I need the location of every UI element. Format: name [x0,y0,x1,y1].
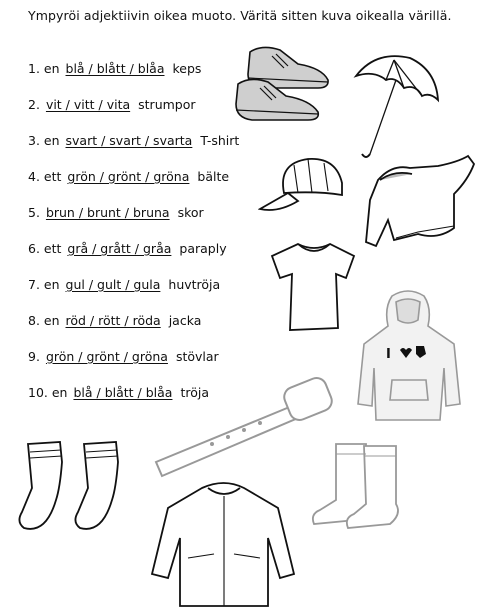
exercise-number: 2. [28,97,40,112]
exercise-number: 8. en [28,313,60,328]
adjective-options[interactable]: grå / grått / gråa [67,241,172,256]
exercise-8 [28,313,201,329]
exercise-6 [28,241,227,257]
exercise-3 [28,133,239,149]
exercise-number: 1. en [28,61,60,76]
exercise-2 [28,97,196,113]
exercise-noun: stövlar [175,349,219,364]
exercise-noun: bälte [197,169,230,184]
exercise-5 [28,205,204,221]
exercise-4 [28,169,229,185]
exercise-1 [28,61,201,77]
belt-illustration[interactable] [152,372,336,482]
exercise-noun: strumpor [138,97,196,112]
boots-illustration[interactable] [310,440,408,532]
exercise-noun: tröja [180,385,209,400]
adjective-options[interactable]: blå / blått / blåa [65,61,165,76]
hoodie-print-text: I [386,347,391,362]
exercise-number: 10. en [28,385,68,400]
exercise-number: 9. [28,349,40,364]
adjective-options[interactable]: svart / svart / svarta [65,133,193,148]
exercise-number: 7. en [28,277,60,292]
exercise-noun: paraply [179,241,227,256]
hoodie-illustration[interactable] [356,288,462,424]
exercise-number: 6. ett [28,241,62,256]
tshirt-illustration[interactable] [270,240,358,332]
adjective-options[interactable]: grön / grönt / gröna [45,349,168,364]
sweater-illustration[interactable] [358,150,476,254]
shoes-illustration[interactable] [232,44,332,126]
exercise-noun: huvtröja [168,277,221,292]
adjective-options[interactable]: gul / gult / gula [65,277,161,292]
instructions-text: Ympyröi adjektiivin oikea muoto. Väritä sitten kuva oikealla värillä. [28,8,452,23]
exercise-noun: skor [177,205,204,220]
umbrella-illustration[interactable] [346,50,446,160]
adjective-options[interactable]: röd / rött / röda [65,313,161,328]
jacket-illustration[interactable] [144,478,304,610]
adjective-options[interactable]: grön / grönt / gröna [67,169,190,184]
adjective-options[interactable]: vit / vitt / vita [45,97,131,112]
exercise-9 [28,349,219,365]
cap-illustration[interactable] [258,153,348,215]
exercise-noun: T-shirt [200,133,240,148]
exercise-noun: jacka [168,313,202,328]
exercise-noun: keps [172,61,202,76]
adjective-options[interactable]: blå / blått / blåa [73,385,173,400]
adjective-options[interactable]: brun / brunt / bruna [45,205,170,220]
exercise-number: 3. en [28,133,60,148]
socks-illustration[interactable] [16,438,132,538]
exercise-number: 4. ett [28,169,62,184]
exercise-7 [28,277,220,293]
exercise-number: 5. [28,205,40,220]
